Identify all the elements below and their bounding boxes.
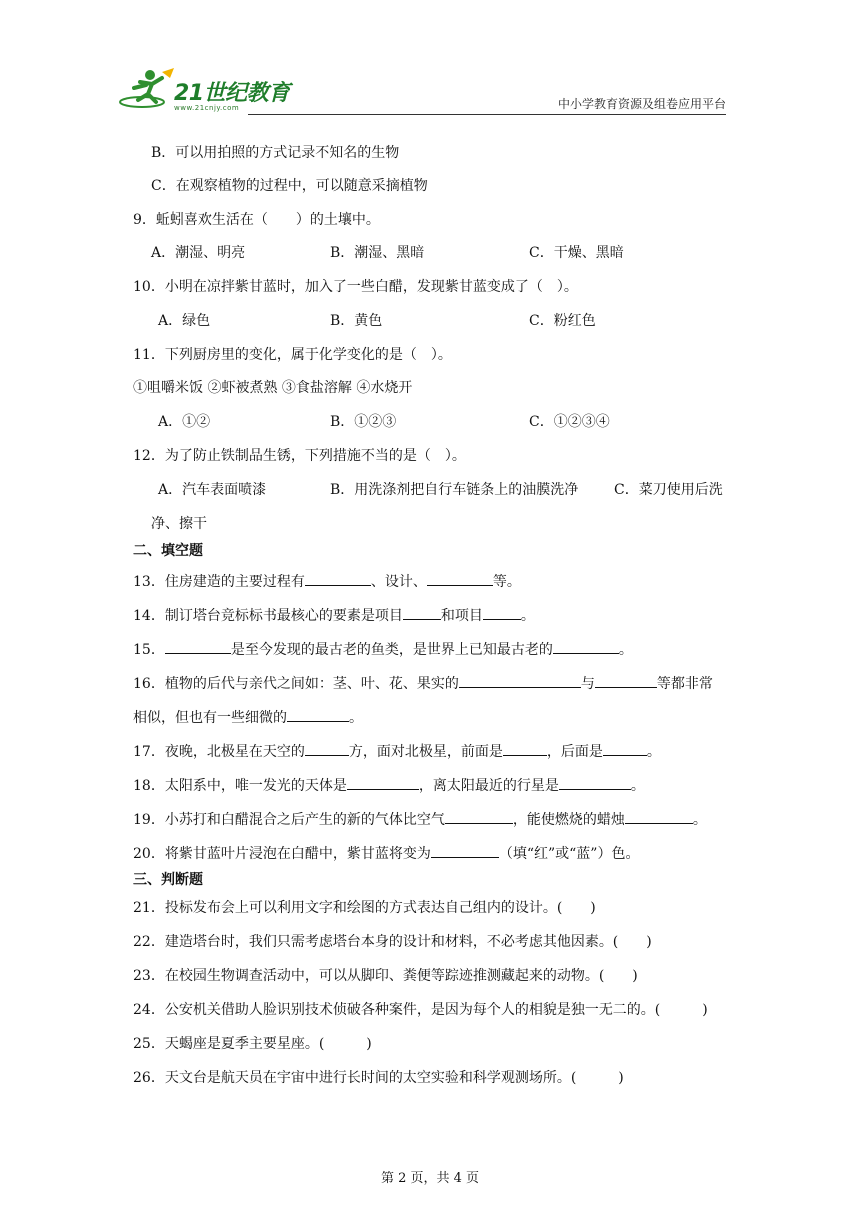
question-16 [133, 673, 713, 694]
q12-option-c: C．菜刀使用后洗 [614, 482, 723, 498]
question-26: 26．天文台是航天员在宇宙中进行长时间的太空实验和科学观测场所。( ) [133, 1070, 624, 1086]
q18-text-3: 。 [630, 778, 645, 794]
q19-text-1: 19．小苏打和白醋混合之后产生的新的气体比空气 [133, 812, 445, 828]
q15-blank-1[interactable] [165, 639, 231, 654]
question-9: 9．蚯蚓喜欢生活在（ ）的土壤中。 [133, 212, 380, 228]
q17-blank-1[interactable] [305, 741, 349, 756]
q18-text-1: 18．太阳系中，唯一发光的天体是 [133, 778, 347, 794]
q11-option-a: A．①② [158, 414, 211, 430]
header-rule [248, 114, 726, 115]
q18-blank-2[interactable] [559, 775, 631, 790]
page-footer: 第 2 页，共 4 页 [380, 1171, 480, 1186]
q15-blank-2[interactable] [553, 639, 619, 654]
logo-url: www.21cnjy.com [174, 104, 240, 112]
q16-blank-1[interactable] [459, 673, 581, 688]
question-15 [133, 639, 633, 660]
q19-blank-1[interactable] [445, 809, 513, 824]
q19-text-2: ，能使燃烧的蜡烛 [512, 812, 625, 828]
q15-text-1: 15． [133, 642, 165, 658]
q17-text-1: 17．夜晚，北极星在天空的 [133, 744, 305, 760]
q15-text-3: 。 [618, 642, 633, 658]
question-19 [133, 809, 707, 830]
question-21: 21．投标发布会上可以利用文字和绘图的方式表达自己组内的设计。( ) [133, 900, 596, 916]
q16-blank-2[interactable] [595, 673, 657, 688]
q10-option-a: A．绿色 [158, 313, 211, 329]
section-fill-in: 二、填空题 [133, 543, 203, 559]
question-24: 24．公安机关借助人脸识别技术侦破各种案件，是因为每个人的相貌是独一无二的。( ) [133, 1002, 708, 1018]
q16-blank-3[interactable] [287, 707, 349, 722]
q12-option-a: A．汽车表面喷漆 [158, 482, 267, 498]
question-23: 23．在校园生物调查活动中，可以从脚印、粪便等踪迹推测藏起来的动物。( ) [133, 968, 638, 984]
question-14 [133, 605, 535, 626]
q16-text-5: 。 [349, 710, 363, 726]
q16-text-3: 等都非常 [656, 676, 713, 692]
q14-blank-2[interactable] [483, 605, 521, 620]
q13-blank-2[interactable] [427, 571, 493, 586]
q13-text-2: 、设计、 [370, 574, 427, 590]
q12-option-c-cont: 净、擦干 [151, 516, 207, 532]
q14-text-3: 。 [520, 608, 535, 624]
q19-blank-2[interactable] [625, 809, 693, 824]
q17-text-2: 方，面对北极星，前面是 [348, 744, 503, 760]
q9-option-a: A．潮湿、明亮 [151, 245, 246, 261]
question-12: 12．为了防止铁制品生锈，下列措施不当的是（ ）。 [133, 448, 466, 464]
question-25: 25．天蝎座是夏季主要星座。( ) [133, 1036, 372, 1052]
logo-runner-icon [118, 66, 178, 112]
page-header [118, 66, 726, 116]
q17-text-3: ，后面是 [546, 744, 603, 760]
q13-text-3: 等。 [492, 574, 521, 590]
q16-text-4: 相似，但也有一些细微的 [133, 710, 287, 726]
q13-blank-1[interactable] [305, 571, 371, 586]
question-20 [133, 843, 639, 864]
q12-option-b: B．用洗涤剂把自行车链条上的油膜洗净 [330, 482, 579, 498]
question-11: 11．下列厨房里的变化，属于化学变化的是（ ）。 [133, 347, 452, 363]
question-13 [133, 571, 521, 592]
q17-blank-3[interactable] [603, 741, 647, 756]
q18-blank-1[interactable] [347, 775, 419, 790]
q20-blank-1[interactable] [431, 843, 499, 858]
q8-option-b: B．可以用拍照的方式记录不知名的生物 [151, 145, 400, 161]
q10-option-c: C．粉红色 [529, 313, 596, 329]
q10-option-b: B．黄色 [330, 313, 383, 329]
q14-blank-1[interactable] [403, 605, 441, 620]
question-16-cont [133, 707, 363, 728]
question-18 [133, 775, 645, 796]
q17-blank-2[interactable] [503, 741, 547, 756]
q11-option-b: B．①②③ [330, 414, 397, 430]
q9-option-b: B．潮湿、黑暗 [330, 245, 425, 261]
q8-option-c: C．在观察植物的过程中，可以随意采摘植物 [151, 178, 428, 194]
q11-option-c: C．①②③④ [529, 414, 610, 430]
q16-text-2: 与 [580, 676, 595, 692]
section-true-false: 三、判断题 [133, 872, 203, 888]
question-22: 22．建造塔台时，我们只需考虑塔台本身的设计和材料，不必考虑其他因素。( ) [133, 934, 652, 950]
q9-option-c: C．干燥、黑暗 [529, 245, 624, 261]
q15-text-2: 是至今发现的最古老的鱼类，是世界上已知最古老的 [230, 642, 553, 658]
q13-text-1: 13．住房建造的主要过程有 [133, 574, 305, 590]
q16-text-1: 16．植物的后代与亲代之间如：茎、叶、花、果实的 [133, 676, 459, 692]
q17-text-4: 。 [646, 744, 661, 760]
question-17 [133, 741, 661, 762]
q11-statements: ①咀嚼米饭 ②虾被煮熟 ③食盐溶解 ④水烧开 [133, 380, 413, 396]
q18-text-2: ，离太阳最近的行星是 [418, 778, 559, 794]
q14-text-1: 14．制订塔台竞标标书最核心的要素是项目 [133, 608, 403, 624]
q19-text-3: 。 [692, 812, 707, 828]
q14-text-2: 和项目 [440, 608, 483, 624]
logo-text: 21世纪教育 [174, 81, 290, 106]
platform-name: 中小学教育资源及组卷应用平台 [557, 97, 726, 111]
question-10: 10．小明在凉拌紫甘蓝时，加入了一些白醋，发现紫甘蓝变成了（ ）。 [133, 279, 578, 295]
q20-text-2: （填“红”或“蓝”）色。 [498, 846, 640, 862]
q20-text-1: 20．将紫甘蓝叶片浸泡在白醋中，紫甘蓝将变为 [133, 846, 431, 862]
